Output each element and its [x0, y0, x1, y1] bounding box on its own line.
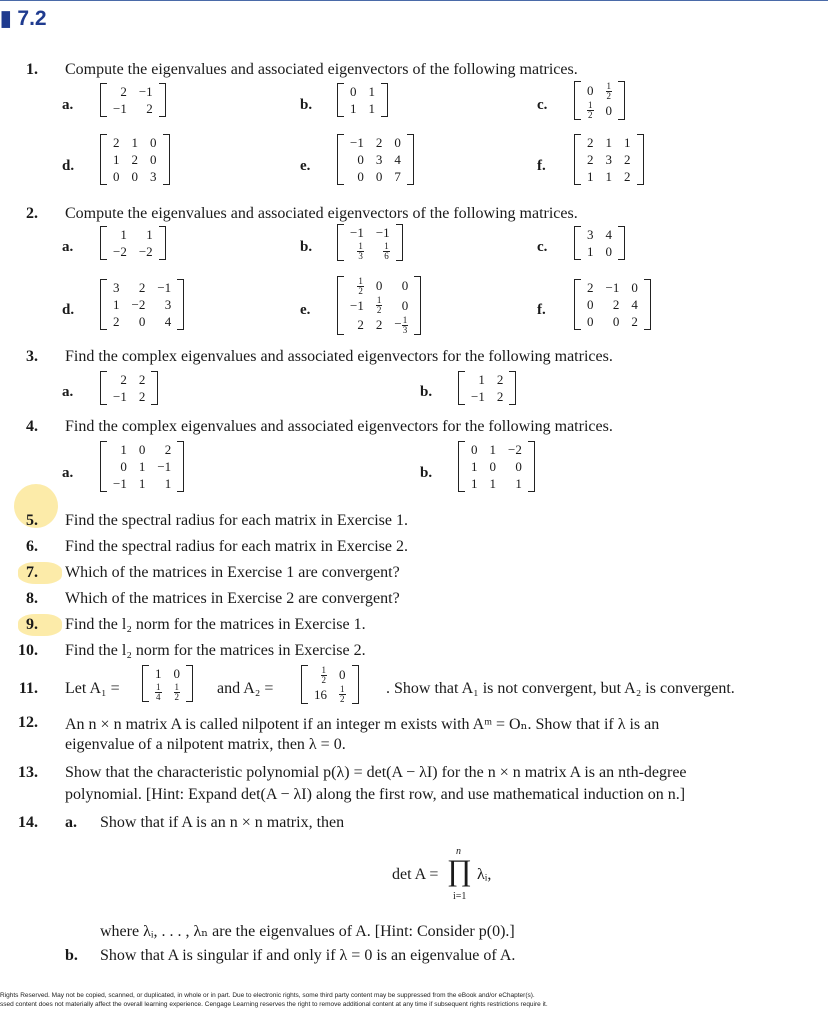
- matrix-cell: 1: [478, 372, 485, 387]
- matrix: [337, 134, 414, 185]
- right-bracket: [396, 224, 403, 261]
- product-symbol: ∏: [447, 854, 472, 887]
- right-bracket: [509, 371, 516, 405]
- matrix-cell: 2: [587, 280, 594, 295]
- part-label: d.: [62, 302, 75, 318]
- right-bracket: [177, 441, 184, 492]
- matrix: [100, 226, 166, 260]
- exercise-text: Show that if A is an n × n matrix, then: [100, 814, 345, 831]
- matrix-cell: 2: [587, 135, 594, 150]
- part-label: e.: [300, 302, 311, 318]
- exercise-number: 3.: [26, 348, 38, 365]
- exercise-text: Find the l₂ norm for the matrices in Exercise 1.: [65, 616, 366, 633]
- matrix: [337, 224, 403, 261]
- matrix: [458, 371, 516, 405]
- matrix-cell: 0: [401, 297, 409, 313]
- part-label: b.: [300, 97, 313, 113]
- left-bracket: [100, 279, 107, 330]
- matrix-cell: 1: [515, 476, 522, 491]
- footer-line: Rights Reserved. May not be copied, scanned, or duplicated, in whole or in part. Due to electronic rights, some third party content may be suppressed from the eBook and/or eChapter(s).: [0, 992, 535, 999]
- matrix-cell: 0: [138, 442, 146, 457]
- matrix-cell: 1: [471, 476, 478, 491]
- matrix-cell: − $\frac{1}{3}$: [394, 314, 408, 335]
- matrix-cell: 2: [624, 152, 631, 167]
- matrix-cell: 1: [155, 666, 162, 681]
- left-bracket: [100, 134, 107, 185]
- matrix-cell: 0: [120, 459, 127, 474]
- part-label: c.: [537, 97, 548, 113]
- matrix-cell: 0: [587, 83, 594, 99]
- matrix-cell: 4: [164, 314, 172, 329]
- part-label: a.: [62, 97, 74, 113]
- exercise-number: 6.: [26, 538, 38, 555]
- exercise-number: 1.: [26, 61, 38, 78]
- matrix-cell: 1: [120, 227, 127, 242]
- matrix-cell: $\frac{1}{2}$: [321, 664, 326, 685]
- matrix-cell: 0: [131, 169, 138, 184]
- matrix-cell: 1: [489, 476, 496, 491]
- matrix-cell: 1: [138, 476, 146, 491]
- part-label: f.: [537, 158, 546, 174]
- matrix-cell: −1: [605, 280, 620, 295]
- matrix-cell: $\frac{1}{2}$: [358, 275, 363, 296]
- left-bracket: [337, 224, 344, 261]
- part-label: b.: [420, 384, 433, 400]
- matrix-cell: −1: [157, 280, 172, 295]
- exercise-number: 8.: [26, 590, 38, 607]
- matrix-cell: 1: [368, 84, 375, 99]
- right-bracket: [163, 134, 170, 185]
- exercise-text: polynomial. [Hint: Expand det(A − λI) along the first row, and use mathematical induction on n.]: [65, 786, 686, 803]
- matrix-cell: −1: [113, 101, 127, 116]
- exercise-text: Which of the matrices in Exercise 1 are convergent?: [65, 564, 400, 581]
- matrix-cell: 0: [587, 297, 594, 312]
- product-upper-limit: n: [456, 846, 461, 857]
- section-number: ▮ 7.2: [0, 7, 47, 30]
- right-bracket: [618, 81, 625, 120]
- exercise-text: Compute the eigenvalues and associated eigenvectors of the following matrices.: [65, 61, 578, 78]
- matrix-cell: 0: [113, 169, 120, 184]
- exercise-text: where λᵢ, . . . , λₙ are the eigenvalues of A. [Hint: Consider p(0).]: [100, 923, 515, 940]
- left-bracket: [574, 81, 581, 120]
- matrix: [574, 226, 625, 260]
- exercise-text: Find the complex eigenvalues and associated eigenvectors for the following matrices.: [65, 348, 613, 365]
- matrix-cell: $\frac{1}{2}$: [606, 80, 611, 101]
- matrix-cell: 0: [357, 169, 364, 184]
- matrix-cell: 1: [471, 459, 478, 474]
- matrix-cell: 0: [587, 314, 594, 329]
- matrix-cell: 2: [131, 152, 138, 167]
- matrix-cell: −1: [138, 84, 153, 99]
- left-bracket: [100, 371, 107, 405]
- exercise-number: 9.: [26, 616, 38, 633]
- matrix: [337, 276, 421, 335]
- left-bracket: [301, 665, 308, 704]
- matrix-cell: 3: [150, 169, 157, 184]
- part-label: a.: [65, 814, 77, 831]
- matrix-cell: 1: [368, 101, 375, 116]
- section-label: 7.2: [17, 7, 47, 30]
- matrix-cell: 0: [357, 152, 364, 167]
- matrix-cell: 2: [113, 135, 120, 150]
- matrix-cell: 2: [587, 152, 594, 167]
- matrix: [100, 279, 184, 330]
- part-label: e.: [300, 158, 311, 174]
- matrix-cell: $\frac{1}{3}$: [358, 240, 363, 261]
- exercise-text: eigenvalue of a nilpotent matrix, then λ = 0.: [65, 736, 346, 753]
- matrix-cell: 4: [631, 297, 638, 312]
- det-lhs: det A =: [392, 866, 439, 883]
- right-bracket: [159, 83, 166, 117]
- exercise-text: . Show that A₁ is not convergent, but A₂ is convergent.: [386, 680, 735, 697]
- exercise-text: Show that the characteristic polynomial p(λ) = det(A − λI) for the n × n matrix A is an nth-degree: [65, 764, 687, 781]
- footer-line: ssed content does not materially affect the overall learning experience. Cengage Learning reserves the right to remove additional content at any time if subsequent rights restrictions require it.: [0, 1001, 548, 1008]
- part-label: f.: [537, 302, 546, 318]
- right-bracket: [186, 665, 193, 702]
- left-bracket: [574, 279, 581, 330]
- matrix-cell: −1: [113, 476, 127, 491]
- matrix-cell: $\frac{1}{2}$: [340, 684, 345, 705]
- matrix-cell: $\frac{1}{2}$: [174, 681, 179, 702]
- matrix-cell: 1: [113, 297, 120, 312]
- exercise-text: Find the l₂ norm for the matrices in Exercise 2.: [65, 642, 366, 659]
- top-rule: [0, 0, 828, 1]
- product-lower-limit: i=1: [453, 891, 467, 902]
- exercise-text: Find the spectral radius for each matrix in Exercise 2.: [65, 538, 408, 555]
- matrix-cell: 2: [138, 372, 146, 387]
- left-bracket: [458, 441, 465, 492]
- right-bracket: [407, 134, 414, 185]
- matrix-cell: 3: [164, 297, 172, 312]
- right-bracket: [637, 134, 644, 185]
- matrix-cell: 3: [113, 280, 120, 295]
- matrix-cell: 4: [394, 152, 401, 167]
- exercise-number: 5.: [26, 512, 38, 529]
- exercise-number: 13.: [18, 764, 38, 781]
- matrix-cell: 2: [120, 84, 127, 99]
- matrix-cell: 0: [605, 102, 612, 118]
- matrix-cell: $\frac{1}{6}$: [384, 240, 389, 261]
- exercise-number: 4.: [26, 418, 38, 435]
- matrix-cell: 2: [496, 372, 504, 387]
- exercise-text: Compute the eigenvalues and associated eigenvectors of the following matrices.: [65, 205, 578, 222]
- matrix-cell: −2: [508, 442, 522, 457]
- exercise-text: and A₂ =: [217, 680, 274, 697]
- matrix: [142, 665, 193, 702]
- matrix-cell: 1: [164, 476, 172, 491]
- matrix-cell: 1: [113, 152, 120, 167]
- matrix-cell: −2: [113, 244, 127, 259]
- matrix-cell: 2: [612, 297, 620, 312]
- matrix-cell: 0: [401, 278, 409, 294]
- matrix-cell: 2: [375, 135, 383, 150]
- matrix-cell: 1: [131, 135, 138, 150]
- matrix-cell: 2: [120, 372, 127, 387]
- matrix-cell: 2: [631, 314, 638, 329]
- matrix-cell: 0: [605, 244, 612, 259]
- matrix-cell: 0: [631, 280, 638, 295]
- exercise-text: Which of the matrices in Exercise 2 are convergent?: [65, 590, 400, 607]
- matrix-cell: $\frac{1}{2}$: [376, 295, 382, 316]
- matrix: [574, 134, 644, 185]
- matrix: [100, 134, 170, 185]
- matrix-cell: 0: [489, 459, 496, 474]
- matrix-cell: $\frac{1}{2}$: [588, 100, 593, 121]
- part-label: b.: [300, 239, 313, 255]
- part-label: a.: [62, 239, 74, 255]
- exercise-number: 7.: [26, 564, 38, 581]
- matrix-cell: 16: [314, 686, 327, 702]
- matrix-cell: 1: [350, 101, 357, 116]
- matrix-cell: 0: [375, 169, 383, 184]
- matrix-cell: 7: [394, 169, 401, 184]
- matrix-cell: 2: [357, 317, 364, 333]
- matrix-cell: 0: [138, 314, 146, 329]
- left-bracket: [100, 83, 107, 117]
- matrix-cell: 2: [146, 101, 153, 116]
- matrix-cell: 2: [113, 314, 120, 329]
- matrix: [458, 441, 535, 492]
- left-bracket: [337, 83, 344, 117]
- right-bracket: [414, 276, 421, 335]
- matrix-cell: −1: [113, 389, 127, 404]
- part-label: b.: [420, 465, 433, 481]
- matrix-cell: $\frac{1}{4}$: [156, 681, 161, 702]
- matrix-cell: 1: [605, 169, 612, 184]
- matrix-cell: −1: [350, 225, 364, 240]
- matrix-cell: 3: [605, 152, 612, 167]
- right-bracket: [644, 279, 651, 330]
- matrix-cell: −2: [138, 244, 153, 259]
- matrix-cell: 1: [624, 135, 631, 150]
- part-label: a.: [62, 465, 74, 481]
- matrix: [574, 279, 651, 330]
- matrix-cell: 1: [489, 442, 496, 457]
- matrix-cell: 0: [515, 459, 522, 474]
- matrix-cell: 0: [394, 135, 401, 150]
- right-bracket: [618, 226, 625, 260]
- matrix-cell: 2: [164, 442, 172, 457]
- copyright-footer: [0, 991, 828, 1009]
- matrix-cell: 2: [624, 169, 631, 184]
- left-bracket: [574, 226, 581, 260]
- exercise-text: Find the complex eigenvalues and associated eigenvectors for the following matrices.: [65, 418, 613, 435]
- matrix-cell: 0: [150, 135, 157, 150]
- matrix-cell: 0: [375, 278, 383, 294]
- matrix-cell: 1: [587, 169, 594, 184]
- matrix: [337, 83, 388, 117]
- right-bracket: [177, 279, 184, 330]
- matrix-cell: −1: [375, 225, 390, 240]
- matrix-cell: 1: [120, 442, 127, 457]
- matrix-cell: 4: [605, 227, 612, 242]
- matrix-cell: 3: [375, 152, 383, 167]
- matrix-cell: −1: [157, 459, 172, 474]
- right-bracket: [352, 665, 359, 704]
- left-bracket: [100, 226, 107, 260]
- left-bracket: [142, 665, 149, 702]
- matrix-cell: 0: [350, 84, 357, 99]
- matrix-cell: 2: [138, 280, 146, 295]
- matrix-cell: 1: [587, 244, 594, 259]
- left-bracket: [337, 276, 344, 335]
- matrix: [100, 441, 184, 492]
- matrix-cell: −1: [350, 135, 364, 150]
- left-bracket: [574, 134, 581, 185]
- matrix: [100, 371, 158, 405]
- left-bracket: [458, 371, 465, 405]
- matrix-cell: 0: [150, 152, 157, 167]
- part-label: b.: [65, 947, 78, 964]
- exercise-text: Let A₁ =: [65, 680, 120, 697]
- matrix-cell: 1: [605, 135, 612, 150]
- exercise-text: An n × n matrix A is called nilpotent if an integer m exists with Aᵐ = Oₙ. Show that if λ is an: [65, 716, 660, 733]
- matrix-cell: 2: [496, 389, 504, 404]
- left-bracket: [100, 441, 107, 492]
- matrix-cell: 0: [173, 666, 180, 681]
- matrix-cell: 0: [612, 314, 620, 329]
- matrix-cell: −1: [471, 389, 485, 404]
- matrix-cell: 2: [138, 389, 146, 404]
- matrix-cell: 3: [587, 227, 594, 242]
- matrix: [574, 81, 625, 120]
- exercise-text: Find the spectral radius for each matrix in Exercise 1.: [65, 512, 408, 529]
- exercise-text: Show that A is singular if and only if λ = 0 is an eigenvalue of A.: [100, 947, 516, 964]
- matrix-cell: −1: [350, 297, 364, 313]
- matrix: [100, 83, 166, 117]
- exercise-number: 2.: [26, 205, 38, 222]
- exercise-number: 11.: [18, 680, 38, 697]
- part-label: d.: [62, 158, 75, 174]
- right-bracket: [381, 83, 388, 117]
- exercise-number: 10.: [18, 642, 38, 659]
- right-bracket: [151, 371, 158, 405]
- part-label: a.: [62, 384, 74, 400]
- matrix-cell: 0: [339, 667, 346, 683]
- right-bracket: [528, 441, 535, 492]
- part-label: c.: [537, 239, 548, 255]
- matrix-cell: 2: [375, 317, 383, 333]
- right-bracket: [159, 226, 166, 260]
- matrix-cell: −2: [131, 297, 146, 312]
- matrix-cell: 0: [471, 442, 478, 457]
- matrix: [301, 665, 359, 704]
- exercise-number: 12.: [18, 714, 38, 731]
- left-bracket: [337, 134, 344, 185]
- product-term: λᵢ,: [477, 866, 492, 883]
- matrix-cell: 1: [146, 227, 153, 242]
- matrix-cell: 1: [138, 459, 146, 474]
- exercise-number: 14.: [18, 814, 38, 831]
